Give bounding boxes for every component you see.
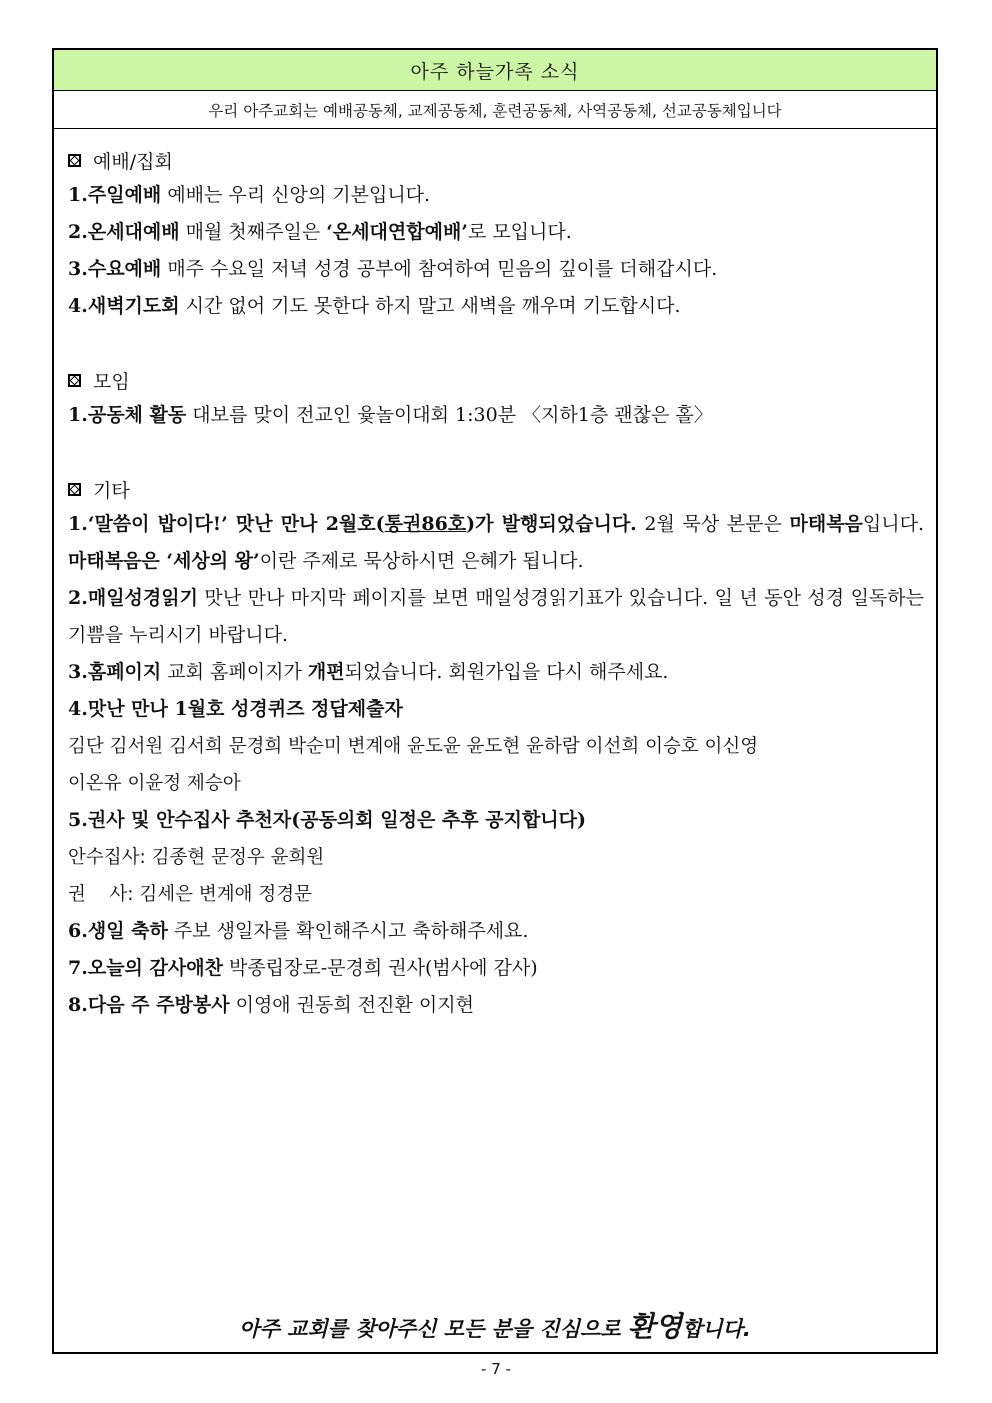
item-label: 2.온세대예배 <box>68 221 180 243</box>
welcome-text: 합니다. <box>682 1317 751 1341</box>
worship-item-2 <box>68 214 924 251</box>
gathering-item-1 <box>68 397 924 434</box>
etc-item-7 <box>68 950 924 987</box>
deacon-candidates: 안수집사: 김종현 문정우 윤희원 <box>68 847 325 868</box>
item-label: 4.새벽기도회 <box>68 295 180 317</box>
section-title: 예배/집회 <box>93 150 173 173</box>
etc-item-6 <box>68 913 924 950</box>
item-emphasis: 개편 <box>307 661 345 683</box>
item-label: 1.주일예배 <box>68 184 162 206</box>
quiz-names-line-2: 이온유 이윤정 제승아 <box>68 773 241 794</box>
item-quote: ‘온세대연합예배’ <box>326 221 468 243</box>
item-emphasis: 마태복음은 ‘세상의 왕’ <box>68 550 260 572</box>
quiz-names-line-1: 김단 김서원 김서희 문경희 박순미 변계애 윤도윤 윤도현 윤하람 이선희 이승호 이신영 <box>68 736 759 757</box>
item-label: 3.수요예배 <box>68 258 162 280</box>
elder-candidates: 권 사: 김세은 변계애 정경문 <box>68 884 312 905</box>
item-text: 박종립장로-문경희 권사(범사에 감사) <box>222 957 538 979</box>
section-gathering-heading <box>68 363 924 397</box>
etc-item-4-label: 4.맛난 만나 1월호 성경퀴즈 정답제출자 <box>68 698 403 720</box>
page-number: - 7 - <box>481 1360 511 1378</box>
news-box <box>52 48 938 1354</box>
item-text: 시간 없어 기도 못한다 하지 말고 새벽을 깨우며 기도합시다. <box>185 295 681 317</box>
item-text: 맛난 만나 마지막 페이지를 보면 매일성경읽기표가 있습니다. 일 년 동안 성경 일독하는 기쁨을 누리시기 바랍니다. <box>68 587 924 646</box>
section-title: 기타 <box>93 479 130 502</box>
item-label: 1.공동체 활동 <box>68 404 187 426</box>
item-text: 예배는 우리 신앙의 기본입니다. <box>167 184 431 206</box>
section-etc-heading <box>68 472 924 506</box>
etc-item-2 <box>68 580 924 654</box>
item-text: 주보 생일자를 확인해주시고 축하해주세요. <box>167 920 529 942</box>
item-text: 이란 주제로 묵상하시면 은혜가 됩니다. <box>259 550 584 572</box>
item-label: 3.홈페이지 <box>68 661 162 683</box>
welcome-emphasis: 환영 <box>627 1310 682 1343</box>
etc-item-5-label: 5.권사 및 안수집사 추천자(공동의회 일정은 추후 공지합니다) <box>68 809 587 831</box>
content <box>54 129 936 1024</box>
welcome-text: 아주 교회를 찾아주신 모든 분을 진심으로 <box>239 1317 628 1341</box>
item-emphasis: 마태복음 <box>789 513 863 535</box>
item-label: 7.오늘의 감사애찬 <box>68 957 223 979</box>
worship-item-3 <box>68 251 924 288</box>
worship-item-4 <box>68 288 924 325</box>
diamond-square-icon <box>68 154 81 167</box>
page-subtitle: 우리 아주교회는 예배공동체, 교제공동체, 훈련공동체, 사역공동체, 선교공동체입니다 <box>54 91 936 129</box>
section-worship-heading <box>68 143 924 177</box>
item-label: 1.‘말씀이 밥이다!’ 맛난 만나 2월호( <box>68 513 385 535</box>
item-text: 로 모입니다. <box>467 221 572 243</box>
worship-item-1 <box>68 177 924 214</box>
issue-number: 통권86호 <box>384 513 467 535</box>
item-text: 되었습니다. 회원가입을 다시 해주세요. <box>344 661 669 683</box>
item-text: 매월 첫째주일은 <box>185 221 327 243</box>
section-title: 모임 <box>93 370 130 393</box>
item-label: )가 발행되었습니다. <box>466 513 637 535</box>
item-label: 2.매일성경읽기 <box>68 587 198 609</box>
item-text: 교회 홈페이지가 <box>161 661 308 683</box>
item-text: 2월 묵상 본문은 <box>636 513 790 535</box>
item-label: 6.생일 축하 <box>68 920 168 942</box>
item-text: 대보름 맞이 전교인 윷놀이대회 1:30분 〈지하1층 괜찮은 홀〉 <box>192 404 713 426</box>
diamond-square-icon <box>68 483 81 496</box>
page-title: 아주 하늘가족 소식 <box>54 50 936 91</box>
item-text: 매주 수요일 저녁 성경 공부에 참여하여 믿음의 깊이를 더해갑시다. <box>167 258 718 280</box>
etc-item-1 <box>68 506 924 580</box>
item-label: 8.다음 주 주방봉사 <box>68 994 230 1016</box>
etc-item-8 <box>68 987 924 1024</box>
diamond-square-icon <box>68 374 81 387</box>
etc-item-3 <box>68 654 924 691</box>
item-text: 입니다. <box>862 513 925 535</box>
item-text: 이영애 권동희 전진환 이지현 <box>229 994 474 1016</box>
welcome-message <box>54 1305 936 1345</box>
